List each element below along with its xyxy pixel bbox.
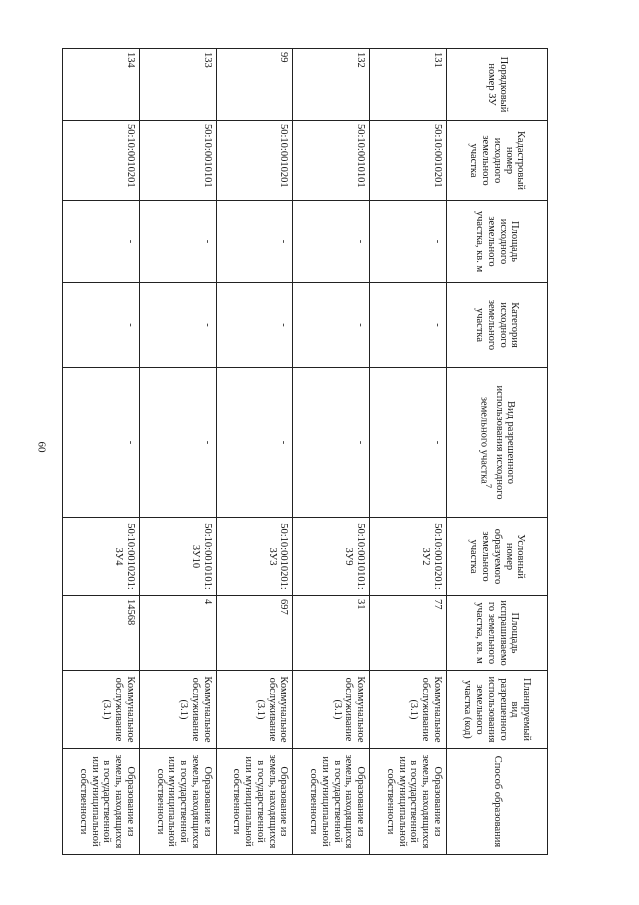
cell-conditional-number: 50:10:0010201:3У4 — [63, 518, 140, 596]
cell-source-area: - — [293, 201, 370, 283]
cell-source-category: - — [216, 283, 293, 368]
cell-conditional-number: 50:10:0010201:3У3 — [216, 518, 293, 596]
land-plots-table-rotated — [62, 48, 548, 854]
page-number: 60 — [35, 441, 48, 453]
cell-plot-number: 133 — [139, 49, 216, 121]
header-source-category: Категория исходного земельного участка — [447, 283, 548, 368]
cell-planned-permitted-use: Коммунальное обслуживание (3.1) — [293, 671, 370, 749]
cell-source-permitted-use: - — [216, 368, 293, 518]
cell-conditional-number: 50:10:0010101:3У9 — [293, 518, 370, 596]
header-source-permitted-use-text: Вид разрешенного использования исходного земельного участка — [478, 385, 517, 500]
cell-formation-method: Образование из земель, находящихся в государственной или муниципальной собственности — [216, 749, 293, 855]
cell-requested-area: 4 — [139, 596, 216, 671]
header-source-permitted-use — [447, 368, 548, 518]
header-formation-method: Способ образования — [447, 749, 548, 855]
header-conditional-number: Условный номер образуемого земельного участка — [447, 518, 548, 596]
cell-source-permitted-use: - — [139, 368, 216, 518]
cell-source-permitted-use: - — [370, 368, 447, 518]
cell-source-cadastral-number: 50:10:0010201 — [63, 121, 140, 201]
cell-conditional-number: 50:10:0010101:3У10 — [139, 518, 216, 596]
cell-plot-number: 132 — [293, 49, 370, 121]
table-row — [216, 49, 293, 855]
cell-source-category: - — [139, 283, 216, 368]
cell-source-cadastral-number: 50:10:0010201 — [370, 121, 447, 201]
cell-source-cadastral-number: 50:10:0010201 — [216, 121, 293, 201]
header-requested-area: Площадь испрашиваемого земельного участка, кв. м — [447, 596, 548, 671]
cell-source-area: - — [216, 201, 293, 283]
cell-source-permitted-use: - — [293, 368, 370, 518]
cell-requested-area: 31 — [293, 596, 370, 671]
cell-formation-method: Образование из земель, находящихся в государственной или муниципальной собственности — [293, 749, 370, 855]
cell-requested-area: 77 — [370, 596, 447, 671]
cell-planned-permitted-use: Коммунальное обслуживание (3.1) — [63, 671, 140, 749]
table-row — [139, 49, 216, 855]
cell-source-cadastral-number: 50:10:0010101 — [139, 121, 216, 201]
cell-source-area: - — [139, 201, 216, 283]
header-plot-number: Порядковый номер ЗУ — [447, 49, 548, 121]
header-source-cadastral-number: Кадастровый номер исходного земельного участка — [447, 121, 548, 201]
cell-planned-permitted-use: Коммунальное обслуживание (3.1) — [370, 671, 447, 749]
header-source-area: Площадь исходного земельного участка, кв. м — [447, 201, 548, 283]
cell-source-area: - — [63, 201, 140, 283]
cell-plot-number: 131 — [370, 49, 447, 121]
cell-requested-area: 14568 — [63, 596, 140, 671]
cell-source-permitted-use: - — [63, 368, 140, 518]
header-row — [447, 49, 548, 855]
cell-plot-number: 99 — [216, 49, 293, 121]
cell-source-cadastral-number: 50:10:0010101 — [293, 121, 370, 201]
cell-planned-permitted-use: Коммунальное обслуживание (3.1) — [216, 671, 293, 749]
land-plots-table — [62, 48, 548, 855]
cell-planned-permitted-use: Коммунальное обслуживание (3.1) — [139, 671, 216, 749]
cell-source-category: - — [370, 283, 447, 368]
cell-source-category: - — [293, 283, 370, 368]
cell-plot-number: 134 — [63, 49, 140, 121]
cell-source-area: - — [370, 201, 447, 283]
table-row — [293, 49, 370, 855]
table-row — [370, 49, 447, 855]
cell-formation-method: Образование из земель, находящихся в государственной или муниципальной собственности — [370, 749, 447, 855]
table-row — [63, 49, 140, 855]
header-planned-permitted-use: Планируемый вид разрешенного использования земельного участка (код) — [447, 671, 548, 749]
cell-conditional-number: 50:10:0010201:3У2 — [370, 518, 447, 596]
cell-formation-method: Образование из земель, находящихся в государственной или муниципальной собственности — [63, 749, 140, 855]
cell-formation-method: Образование из земель, находящихся в государственной или муниципальной собственности — [139, 749, 216, 855]
header-footnote-marker: 7 — [483, 483, 494, 489]
cell-requested-area: 697 — [216, 596, 293, 671]
cell-source-category: - — [63, 283, 140, 368]
